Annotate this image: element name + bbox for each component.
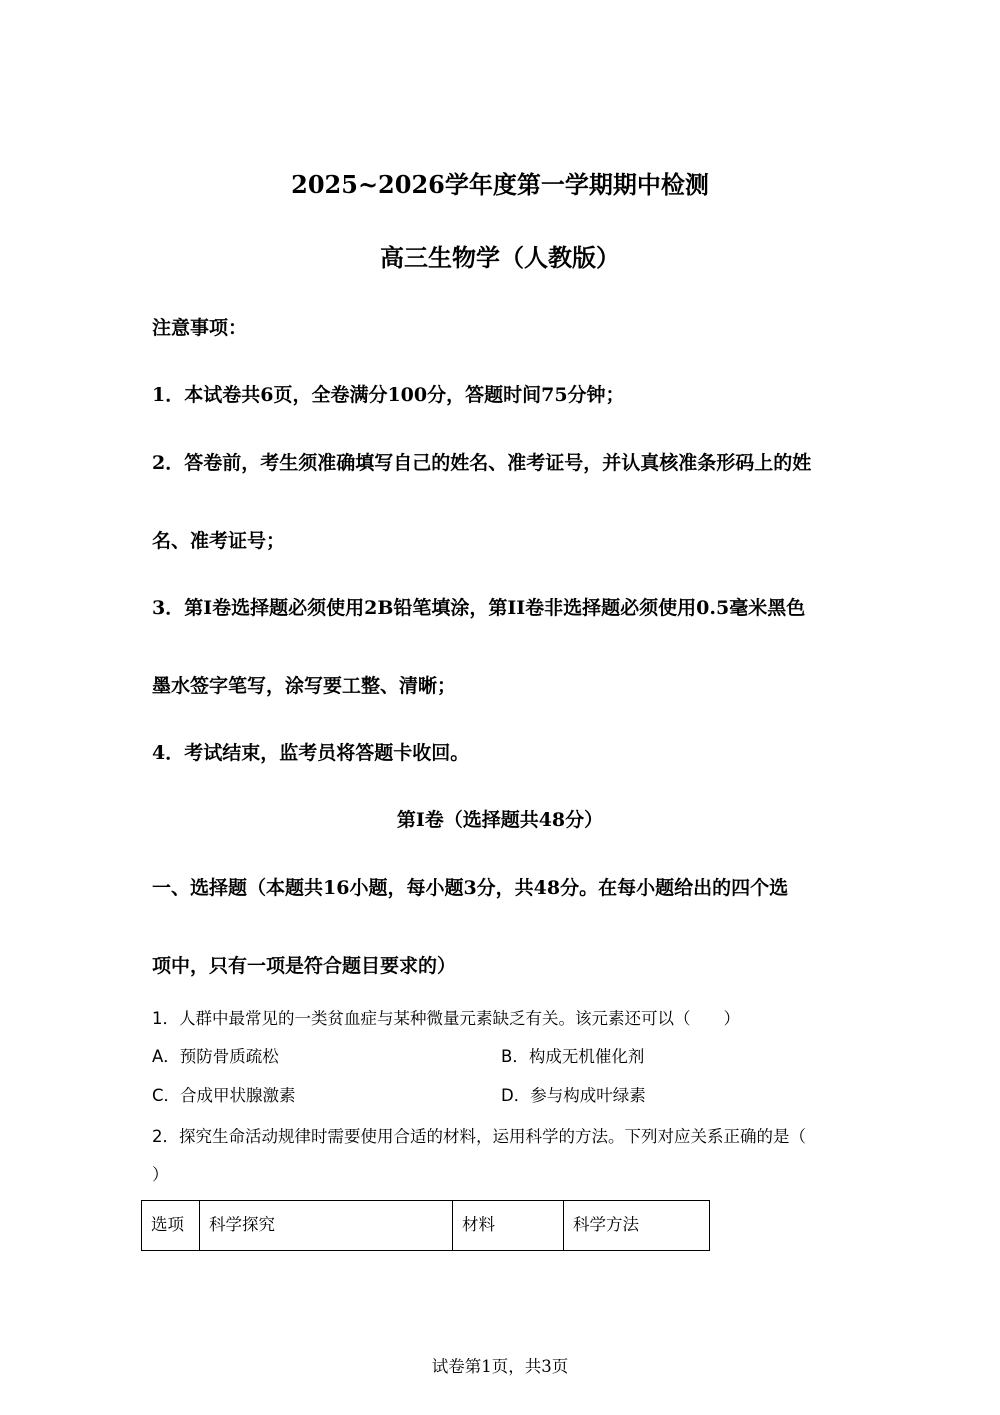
question-1-option-b: B．构成无机催化剂	[501, 1047, 645, 1066]
notice-line-1: 1．本试卷共6页，全卷满分100分，答题时间75分钟；	[152, 384, 625, 406]
table-header-inquiry: 科学探究	[200, 1201, 453, 1251]
question-2-table	[141, 1200, 710, 1251]
table-header-material: 材料	[453, 1201, 564, 1251]
table-header-row	[142, 1201, 710, 1251]
table-header-method: 科学方法	[564, 1201, 710, 1251]
exam-subtitle: 高三生物学（人教版）	[380, 243, 620, 272]
question-2-stem: 2．探究生命活动规律时需要使用合适的材料，运用科学的方法。下列对应关系正确的是（	[152, 1127, 806, 1146]
notice-line-3-cont: 墨水签字笔写，涂写要工整、清晰；	[152, 675, 457, 697]
page-footer: 试卷第1页，共3页	[431, 1357, 569, 1376]
question-1-option-a: A．预防骨质疏松	[152, 1047, 279, 1066]
section-title: 第I卷（选择题共48分）	[396, 809, 604, 831]
notice-line-2-cont: 名、准考证号；	[152, 530, 286, 552]
question-1-stem: 1．人群中最常见的一类贫血症与某种微量元素缺乏有关。该元素还可以（ ）	[152, 1009, 740, 1028]
notice-line-2: 2．答卷前，考生须准确填写自己的姓名、准考证号，并认真核准条形码上的姓	[152, 452, 812, 474]
question-1-option-c: C．合成甲状腺激素	[152, 1086, 296, 1105]
question-1-option-d: D．参与构成叶绿素	[501, 1086, 646, 1105]
exam-title: 2025~2026学年度第一学期期中检测	[291, 170, 709, 199]
question-2-stem-cont: ）	[152, 1165, 169, 1184]
notice-line-4: 4．考试结束，监考员将答题卡收回。	[152, 742, 470, 764]
notice-line-3: 3．第I卷选择题必须使用2B铅笔填涂，第II卷非选择题必须使用0.5毫米黑色	[152, 597, 806, 619]
section-instruction-1: 一、选择题（本题共16小题，每小题3分，共48分。在每小题给出的四个选	[152, 877, 789, 899]
section-instruction-2: 项中，只有一项是符合题目要求的）	[152, 955, 457, 977]
table-header-option: 选项	[142, 1201, 200, 1251]
notice-heading: 注意事项：	[152, 317, 248, 339]
